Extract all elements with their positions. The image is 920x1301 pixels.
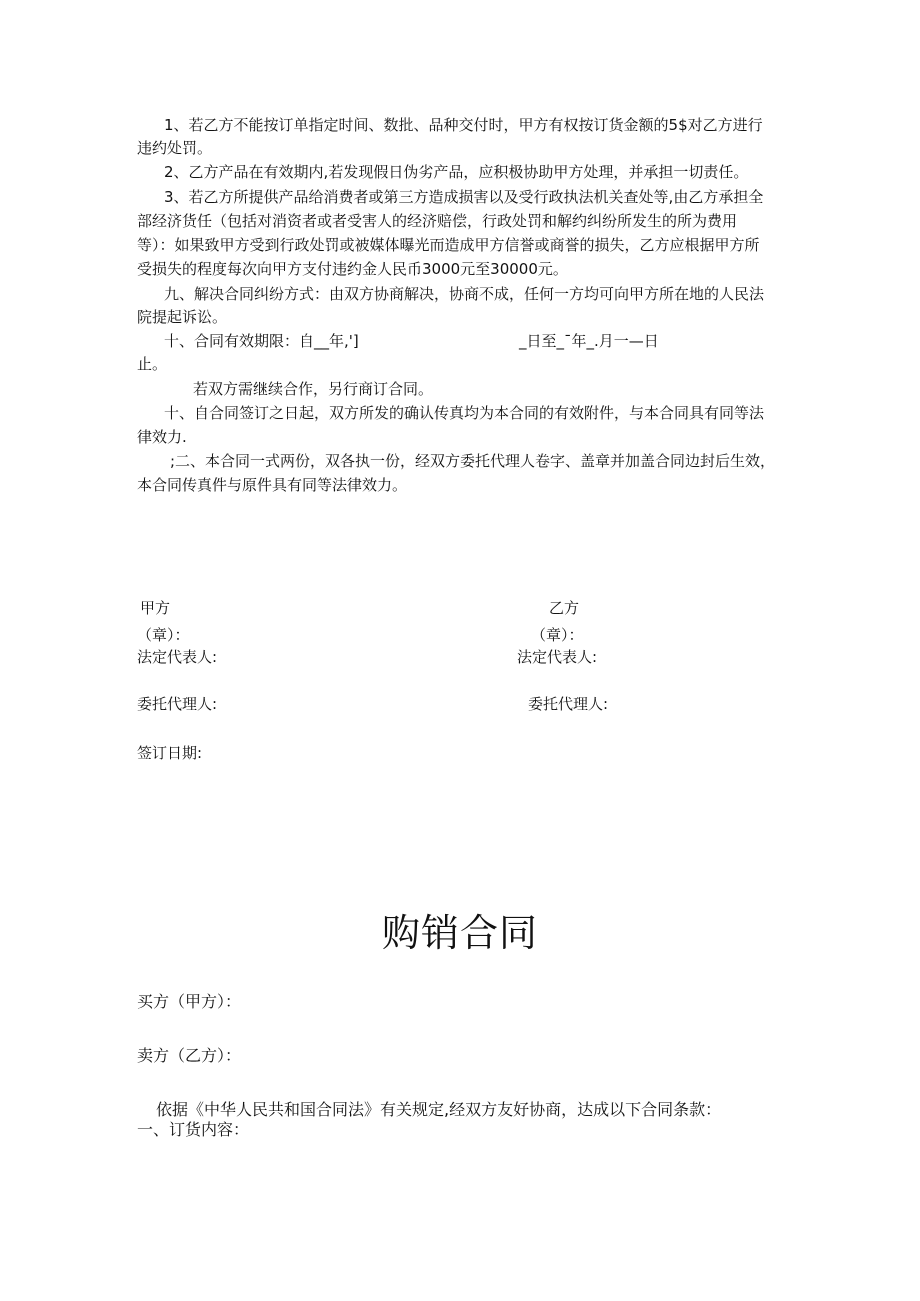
party-b-seal: （章）： — [531, 626, 584, 644]
contract-intro: 依据《中华人民共和国合同法》有关规定,经双方友好协商，达成以下合同条款： — [156, 1100, 722, 1119]
party-b-label: 乙方 — [549, 599, 580, 617]
clause-quality: 2、乙方产品在有效期内,若发现假日伪劣产品，应积极协助甲方处理，并承担一切责任。 — [164, 163, 749, 181]
clause-dispute-line2: 院提起诉讼。 — [137, 308, 228, 326]
contract-title: 购销合同 — [381, 911, 538, 955]
sign-date: 签订日期: — [137, 744, 203, 762]
clause-copies-line2: 本合同传真件与原件具有同等法律效力。 — [137, 476, 408, 494]
seller-field: 卖方（乙方）： — [137, 1046, 242, 1065]
clause-term-end: _日至_ˉ年_.月一—日 — [519, 332, 659, 350]
clause-fax-line1: 十、自合同签订之日起，双方所发的确认传真均为本合同的有效附件，与本合同具有同等法 — [164, 404, 765, 422]
clause-penalty-line2: 违约处罚。 — [137, 139, 213, 157]
party-b-agent: 委托代理人: — [528, 695, 609, 713]
party-a-seal: （章）： — [137, 626, 190, 644]
clause-liability-line3: 等）：如果致甲方受到行政处罚或被媒体曝光而造成甲方信誉或商誉的损失，乙方应根据甲方所 — [137, 236, 760, 254]
clause-dispute-line1: 九、解决合同纠纷方式：由双方协商解决，协商不成，任何一方均可向甲方所在地的人民法 — [164, 285, 765, 303]
clause-term-stop: 止。 — [137, 355, 168, 373]
clause-fax-line2: 律效力. — [137, 428, 187, 446]
buyer-field: 买方（甲方）： — [137, 992, 242, 1011]
clause-liability-line4: 受损失的程度每次向甲方支付违约金人民币3000元至30000元。 — [137, 260, 568, 278]
clause-liability-line1: 3、若乙方所提供产品给消费者或第三方造成损害以及受行政执法机关查处等,由乙方承担全 — [164, 188, 764, 206]
party-a-agent: 委托代理人: — [137, 695, 218, 713]
clause-copies-line1: ;二、本合同一式两份，双各执一份，经双方委托代理人卷字、盖章并加盖合同边封后生效， — [170, 452, 776, 470]
party-a-label: 甲方 — [140, 599, 171, 617]
party-a-legal-rep: 法定代表人: — [137, 648, 218, 666]
section-order-content: 一、订货内容： — [137, 1120, 250, 1139]
clause-renewal: 若双方需继续合作，另行商订合同。 — [193, 380, 434, 398]
clause-term-start: 十、合同有效期限：自__年,'] — [164, 332, 359, 350]
party-b-legal-rep: 法定代表人: — [517, 648, 598, 666]
clause-penalty-line1: 1、若乙方不能按订单指定时间、数批、品种交付时，甲方有权按订货金额的5$对乙方进行 — [164, 116, 763, 134]
clause-liability-line2: 部经济货任（包括对消资者或者受害人的经济赔偿，行政处罚和解约纠纷所发生的所为费用 — [137, 212, 738, 230]
